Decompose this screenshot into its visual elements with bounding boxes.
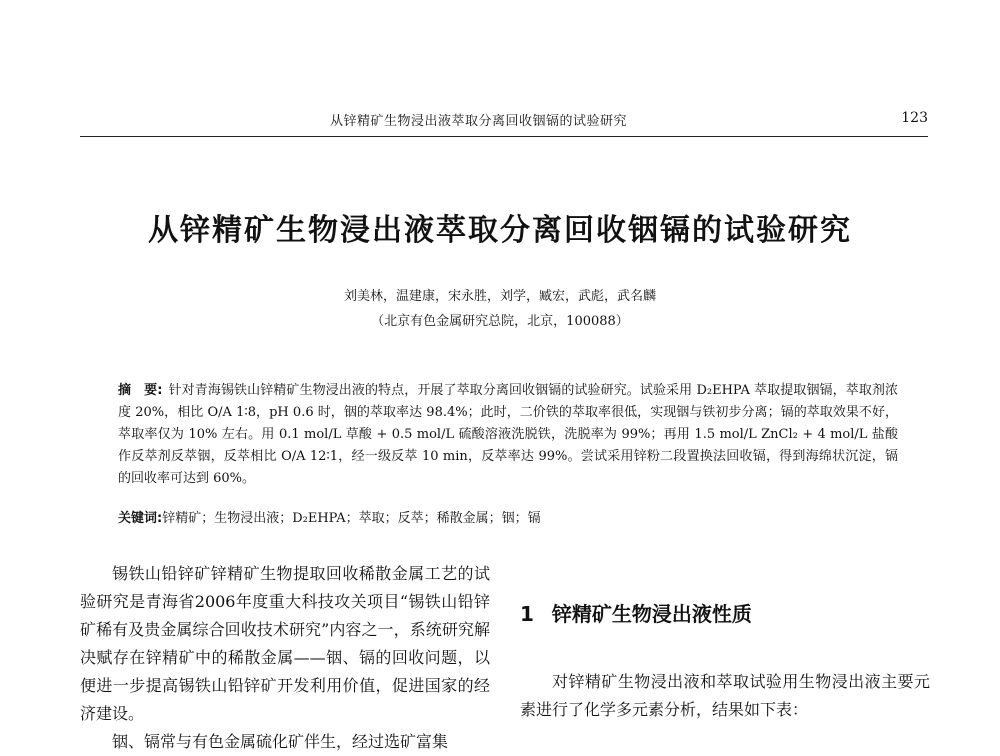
abstract — [118, 380, 898, 490]
section-number: 1 — [520, 602, 534, 626]
body-paragraph: 锡铁山铅锌矿锌精矿生物提取回收稀散金属工艺的试验研究是青海省2006年度重大科技攻关项目“锡铁山铅锌矿稀有及贵金属综合回收技术研究”内容之一，系统研究解决赋存在锌精矿中的稀散金属——铟、镉的回收问题，以便进一步提高锡铁山铅锌矿开发利用价值，促进国家的经济建设。 — [80, 564, 490, 723]
running-header: 从锌精矿生物浸出液萃取分离回收铟镉的试验研究 — [330, 114, 628, 129]
left-column — [80, 560, 490, 756]
author-list: 刘美林，温建康，宋永胜，刘学，臧宏，武彪，武名麟 — [343, 289, 656, 304]
header-rule — [80, 136, 928, 137]
right-column — [520, 668, 930, 724]
abstract-label: 摘 要: — [118, 383, 163, 398]
keywords-text: 锌精矿；生物浸出液；D₂EHPA；萃取；反萃；稀散金属；铟；镉 — [162, 511, 541, 526]
affiliation: （北京有色金属研究总院，北京，100088） — [371, 314, 629, 329]
abstract-text: 针对青海锡铁山锌精矿生物浸出液的特点，开展了萃取分离回收铟镉的试验研究。试验采用 D₂EHPA 萃取提取铟镉，萃取剂浓度 20%，相比 O/A 1∶8，pH 0.6 时，铟的萃取率达 98.4%；此时，二价铁的萃取率很低，实现铟与铁初步分离；镉的萃取效果不好，萃取率仅为 10% 左右。用 0.1 mol/L 草酸 + 0.5 mol/L 硫酸溶液洗脱铁，洗脱率为 99%；再用 1.5 mol/L ZnCl₂ + 4 mol/L 盐酸作反萃剂反萃铟，反萃相比 O/A 12∶1，经一级反萃 10 min，反萃率达 99%。尝试采用锌粉二段置换法回收镉，得到海绵状沉淀，镉的回收率可达到 60%。 — [118, 383, 899, 486]
body-paragraph: 铟、镉常与有色金属硫化矿伴生，经过选矿富集 — [112, 732, 449, 751]
page-number: 123 — [901, 110, 928, 126]
section-title: 锌精矿生物浸出液性质 — [551, 602, 752, 626]
paper-title: 从锌精矿生物浸出液萃取分离回收铟镉的试验研究 — [148, 213, 852, 248]
keywords-label: 关键词: — [118, 511, 163, 526]
section-heading — [520, 598, 752, 627]
keywords — [118, 508, 898, 530]
body-paragraph: 对锌精矿生物浸出液和萃取试验用生物浸出液主要元素进行了化学多元素分析，结果如下表： — [520, 672, 930, 719]
